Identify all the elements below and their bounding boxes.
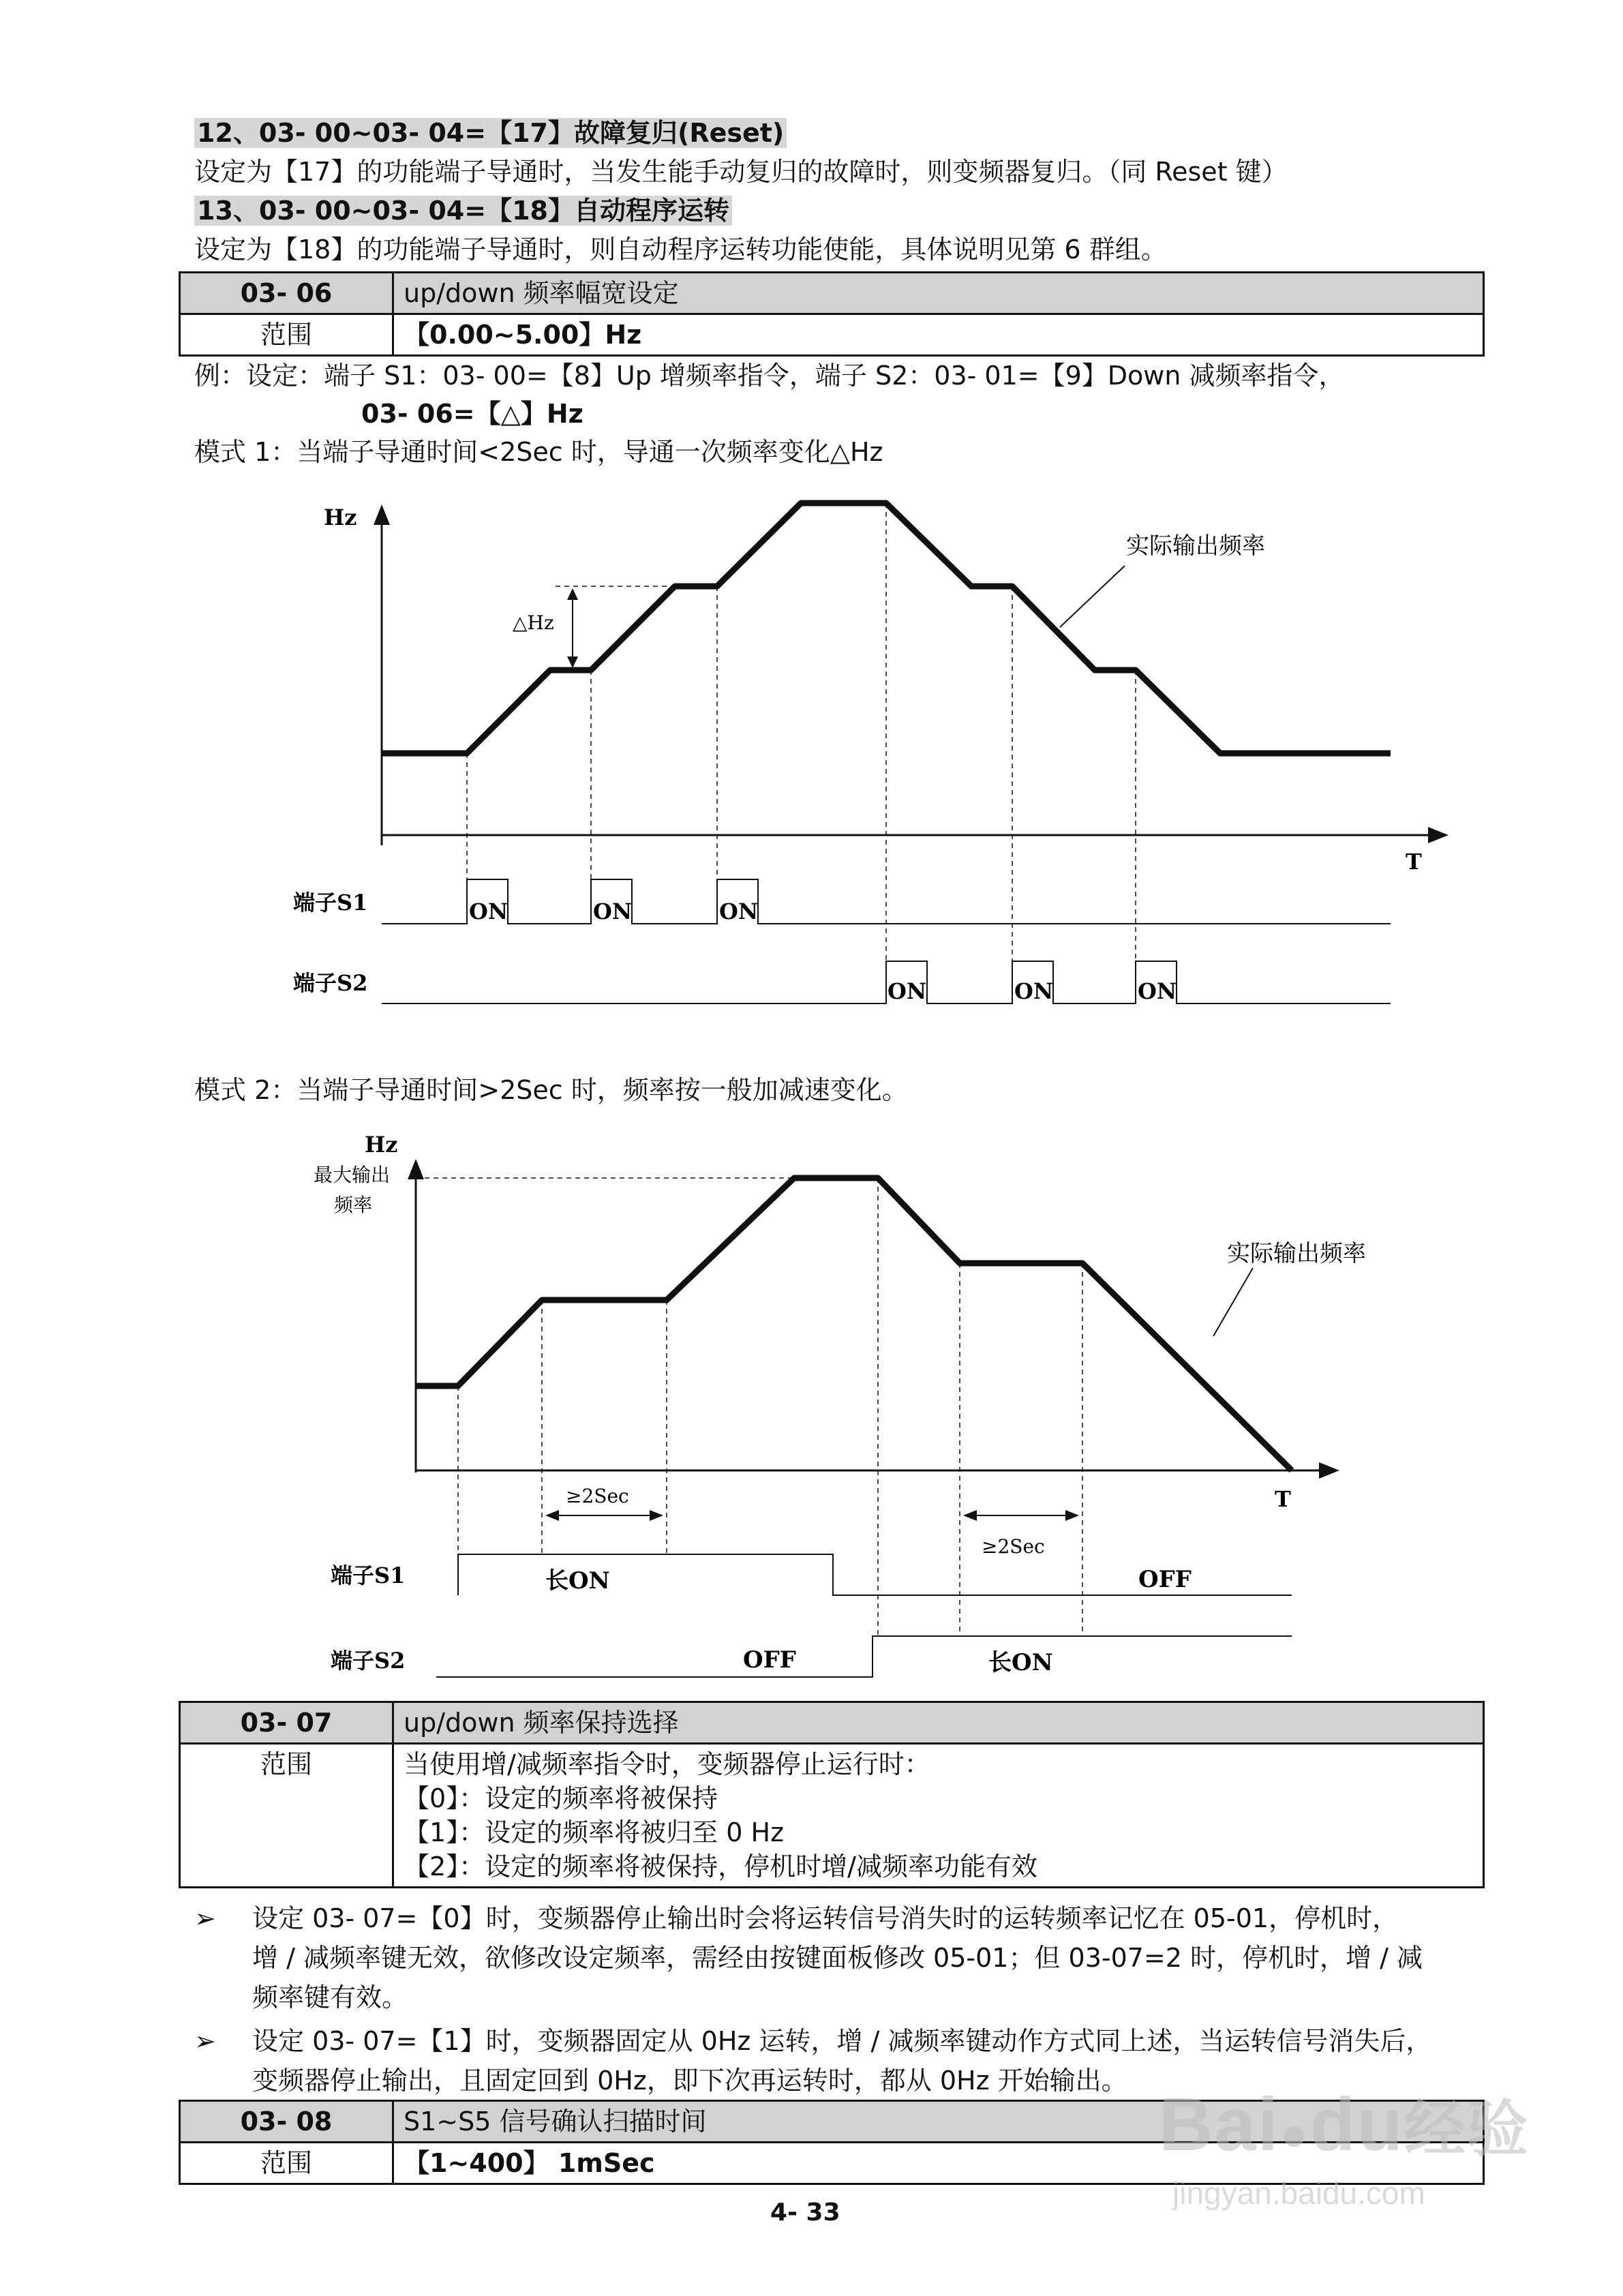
- x-axis-arrow: [1428, 827, 1448, 843]
- example-line-1: 例：设定：端子 S1：03- 00=【8】Up 增频率指令，端子 S2：03- 01=【9】Down 减频率指令，: [194, 361, 1345, 391]
- bullet-line: 设定 03- 07=【0】时，变频器停止输出时会将运转信号消失时的运转频率记忆在 05-01，停机时，: [252, 1903, 1399, 1933]
- param-name: S1~S5 信号确认扫描时间: [393, 2101, 1484, 2143]
- curve-label: 实际输出频率: [1126, 532, 1265, 560]
- s2-on-label: 长ON: [988, 1649, 1053, 1676]
- max-freq-label-1: 最大输出: [314, 1164, 391, 1186]
- watermark-paw-icon: ●: [1279, 2107, 1310, 2160]
- bullet-line: 变频器停止输出，且固定回到 0Hz，即下次再运转时，都从 0Hz 开始输出。: [252, 2066, 1127, 2096]
- curve-leader: [1060, 566, 1125, 627]
- s1-pulse-3-label: ON: [719, 898, 759, 924]
- sec-span-2-right: [1065, 1510, 1079, 1521]
- section-13-heading: 13、03- 00~03- 04=【18】自动程序运转: [194, 192, 732, 229]
- x-axis-label: T: [1275, 1486, 1291, 1512]
- param-name: up/down 频率保持选择: [393, 1702, 1484, 1744]
- bullet-item: [194, 1899, 1510, 2017]
- max-freq-label-2: 频率: [334, 1194, 373, 1216]
- param-range-label: 范围: [180, 2143, 393, 2184]
- sec-label-2: ≥2Sec: [982, 1535, 1045, 1558]
- bullet-marker: ➢: [194, 2026, 216, 2056]
- sec-label-1: ≥2Sec: [566, 1485, 629, 1507]
- sec-span-2-left: [963, 1510, 977, 1521]
- param-code: 03- 06: [180, 273, 393, 314]
- s2-pulse-2-label: ON: [1014, 978, 1054, 1004]
- page-number: 4- 33: [770, 2199, 840, 2226]
- s1-pulse-1-label: ON: [469, 898, 509, 924]
- watermark-text-1: Bai: [1159, 2083, 1280, 2166]
- param-range-label: 范围: [180, 1744, 393, 1888]
- y-axis-arrow: [374, 504, 390, 525]
- param-table-03-06: [179, 271, 1485, 357]
- s2-label: 端子S2: [331, 1648, 406, 1674]
- delta-arrow-top: [567, 588, 578, 600]
- s1-off-label: OFF: [1138, 1566, 1192, 1593]
- bullet-line: 频率键有效。: [252, 1982, 408, 2012]
- s2-label: 端子S2: [293, 970, 368, 996]
- example-line-2: 03- 06=【△】Hz: [361, 399, 583, 429]
- param-name: up/down 频率幅宽设定: [393, 273, 1484, 314]
- bullet-line: 设定 03- 07=【1】时，变频器固定从 0Hz 运转，增 / 减频率键动作方式同上述，当运转信号消失后，: [252, 2026, 1432, 2056]
- option-line: 【0】：设定的频率将被保持: [404, 1783, 718, 1813]
- s2-pulse-3-label: ON: [1138, 978, 1177, 1004]
- s1-label: 端子S1: [331, 1562, 406, 1588]
- s1-label: 端子S1: [293, 890, 368, 916]
- bullet-line: 增 / 减频率键无效，欲修改设定频率，需经由按键面板修改 05-01；但 03-07=2 时，停机时，增 / 减: [252, 1943, 1423, 1973]
- mode1-diagram: [0, 477, 1623, 1023]
- param-options: [393, 1744, 1484, 1888]
- output-frequency-curve: [416, 1178, 1292, 1470]
- dashed-guides: [467, 503, 1136, 961]
- curve-leader: [1213, 1268, 1253, 1336]
- param-range: 【0.00~5.00】Hz: [393, 314, 1484, 356]
- s2-signal: [436, 1636, 1292, 1677]
- baidu-watermark: [1159, 2066, 1541, 2222]
- s1-pulse-2-label: ON: [593, 898, 633, 924]
- watermark-url: jingyan.baidu.com: [1172, 2175, 1425, 2211]
- option-line: 【1】：设定的频率将被归至 0 Hz: [404, 1817, 785, 1847]
- section-13-desc: 设定为【18】的功能端子导通时，则自动程序运转功能使能，具体说明见第 6 群组。: [194, 235, 1167, 265]
- param-range-label: 范围: [180, 314, 393, 356]
- mode2-caption: 模式 2：当端子导通时间>2Sec 时，频率按一般加减速变化。: [194, 1075, 908, 1105]
- y-axis-label: Hz: [324, 504, 357, 530]
- y-axis-label: Hz: [365, 1132, 398, 1158]
- sec-span-1-right: [650, 1510, 663, 1521]
- s1-on-label: 长ON: [545, 1567, 610, 1595]
- mode2-diagram: [0, 1118, 1623, 1704]
- param-code: 03- 08: [180, 2101, 393, 2143]
- watermark-text-2: du: [1309, 2083, 1404, 2166]
- mode1-caption: 模式 1：当端子导通时间<2Sec 时，导通一次频率变化△Hz: [194, 437, 883, 467]
- param-table-03-07: [179, 1701, 1485, 1888]
- sec-span-1-left: [545, 1510, 559, 1521]
- option-line: 当使用增/减频率指令时，变频器停止运行时：: [404, 1749, 930, 1779]
- param-code: 03- 07: [180, 1702, 393, 1744]
- param-range: 【1~400】 1mSec: [393, 2143, 1484, 2184]
- s2-signal: [382, 961, 1391, 1003]
- delta-arrow-bottom: [567, 656, 578, 668]
- option-line: 【2】：设定的频率将被保持，停机时增/减频率功能有效: [404, 1852, 1037, 1882]
- y-axis-arrow: [408, 1159, 424, 1179]
- bullet-marker: ➢: [194, 1903, 216, 1933]
- curve-label: 实际输出频率: [1227, 1240, 1366, 1267]
- s2-pulse-1-label: ON: [888, 978, 927, 1004]
- section-12-heading: 12、03- 00~03- 04=【17】故障复归(Reset): [194, 115, 787, 151]
- x-axis-arrow: [1319, 1462, 1339, 1479]
- delta-label: △Hz: [513, 611, 554, 634]
- x-axis-label: T: [1406, 849, 1422, 875]
- s2-off-label: OFF: [743, 1646, 796, 1674]
- section-12-desc: 设定为【17】的功能端子导通时，当发生能手动复归的故障时，则变频器复归。（同 Reset 键）: [194, 157, 1288, 187]
- watermark-text-3: 经验: [1404, 2096, 1530, 2164]
